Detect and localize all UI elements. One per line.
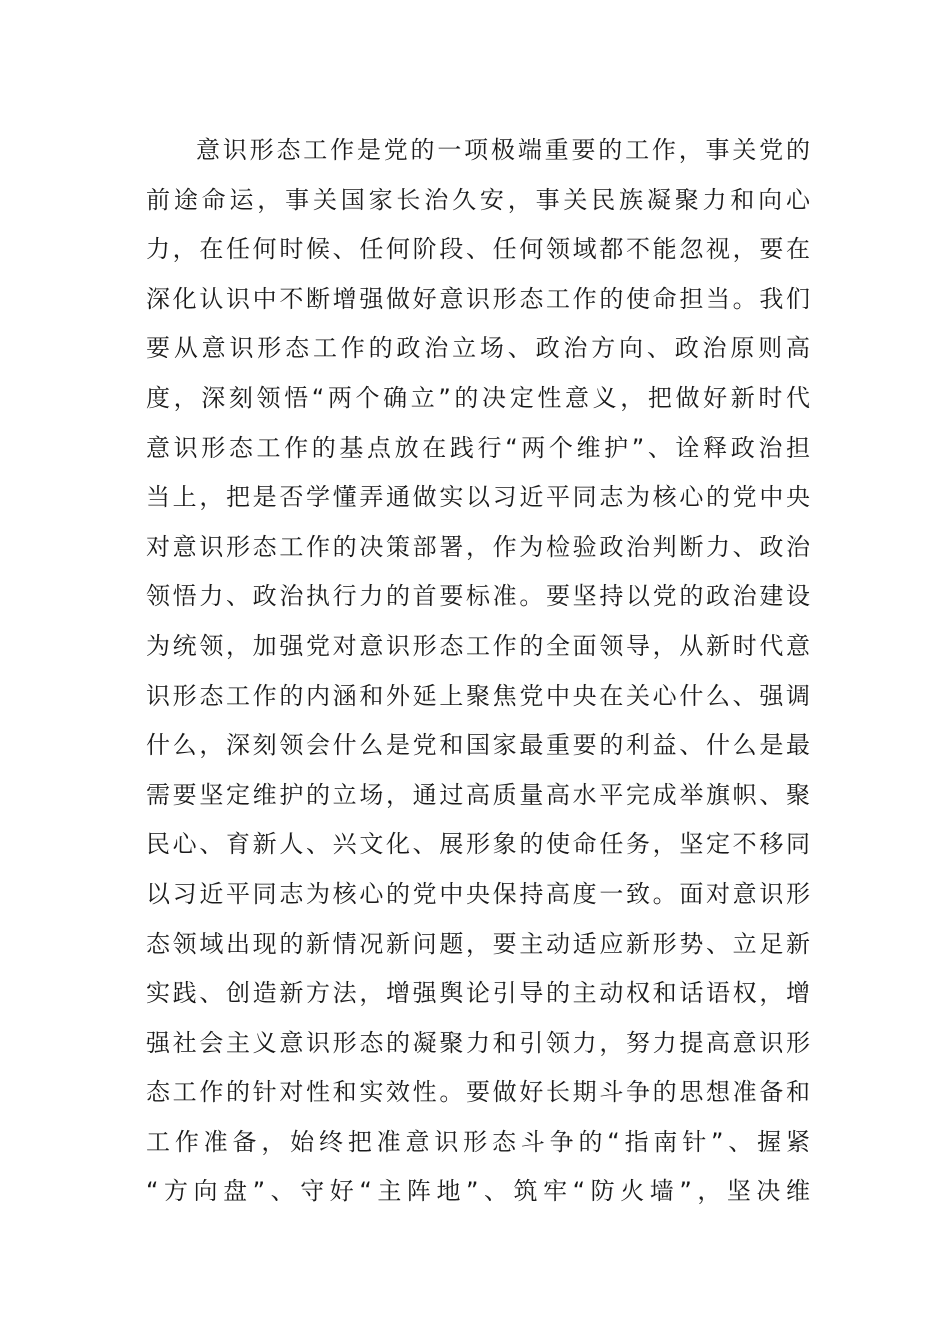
paragraph-line: 力，在任何时候、任何阶段、任何领域都不能忽视，要在 bbox=[146, 235, 810, 264]
paragraph-line: 态领域出现的新情况新问题，要主动适应新形势、立足新 bbox=[146, 929, 810, 958]
paragraph-line: 为统领，加强党对意识形态工作的全面领导，从新时代意 bbox=[146, 631, 810, 660]
paragraph-line: 强社会主义意识形态的凝聚力和引领力，努力提高意识形 bbox=[146, 1028, 810, 1057]
paragraph-line: 对意识形态工作的决策部署，作为检验政治判断力、政治 bbox=[146, 532, 810, 561]
paragraph-line: 工作准备，始终把准意识形态斗争的“指南针”、握紧 bbox=[146, 1127, 810, 1156]
paragraph-line: 态工作的针对性和实效性。要做好长期斗争的思想准备和 bbox=[146, 1078, 810, 1107]
paragraph-line: 实践、创造新方法，增强舆论引导的主动权和话语权，增 bbox=[146, 979, 810, 1008]
paragraph-line: 领悟力、政治执行力的首要标准。要坚持以党的政治建设 bbox=[146, 582, 810, 611]
paragraph-line: 度，深刻领悟“两个确立”的决定性意义，把做好新时代 bbox=[146, 383, 810, 412]
paragraph-line: 意识形态工作是党的一项极端重要的工作，事关党的 bbox=[196, 136, 810, 164]
paragraph-line: 深化认识中不断增强做好意识形态工作的使命担当。我们 bbox=[146, 284, 810, 313]
paragraph-line: 前途命运，事关国家长治久安，事关民族凝聚力和向心 bbox=[146, 185, 810, 214]
paragraph-line: 民心、育新人、兴文化、展形象的使命任务，坚定不移同 bbox=[146, 830, 810, 859]
body-paragraph bbox=[146, 126, 810, 1217]
paragraph-line: 要从意识形态工作的政治立场、政治方向、政治原则高 bbox=[146, 334, 810, 363]
paragraph-line: 当上，把是否学懂弄通做实以习近平同志为核心的党中央 bbox=[146, 483, 810, 512]
paragraph-line: 识形态工作的内涵和外延上聚焦党中央在关心什么、强调 bbox=[146, 681, 810, 710]
paragraph-line: 以习近平同志为核心的党中央保持高度一致。面对意识形 bbox=[146, 879, 810, 908]
paragraph-line: “方向盘”、守好“主阵地”、筑牢“防火墙”，坚决维 bbox=[146, 1177, 810, 1206]
paragraph-line: 意识形态工作的基点放在践行“两个维护”、诠释政治担 bbox=[146, 433, 810, 462]
paragraph-line: 什么，深刻领会什么是党和国家最重要的利益、什么是最 bbox=[146, 731, 810, 760]
paragraph-line: 需要坚定维护的立场，通过高质量高水平完成举旗帜、聚 bbox=[146, 780, 810, 809]
